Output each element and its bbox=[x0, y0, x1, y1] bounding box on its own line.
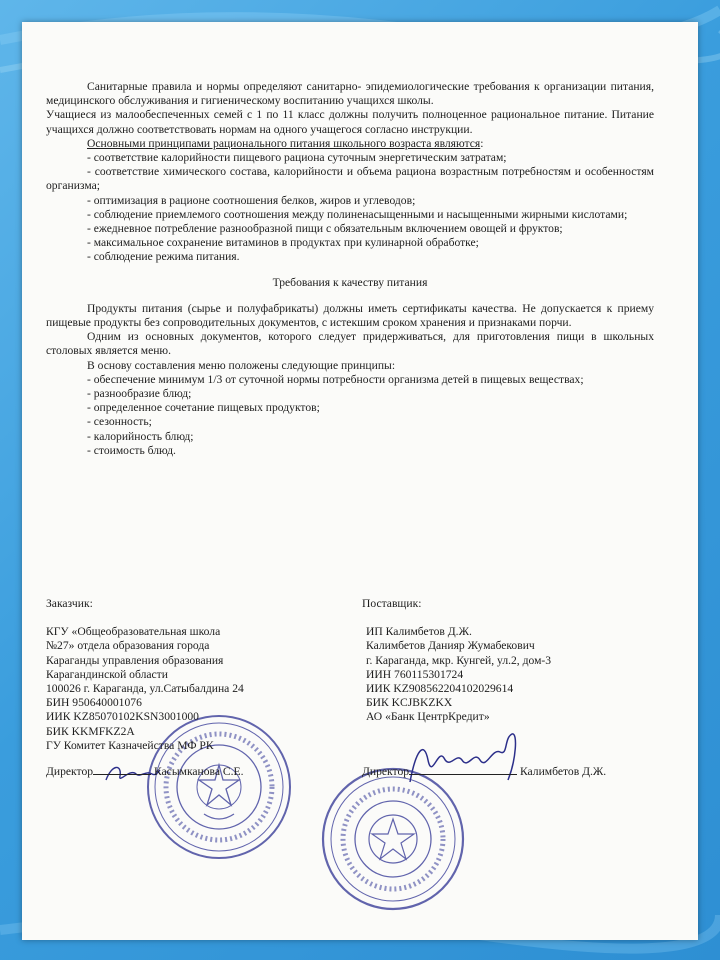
customer-line: ИИК KZ85070102KSN3001000 bbox=[46, 710, 199, 724]
principles-title-line: Основными принципами рационального питания школьного возраста являются: bbox=[87, 136, 484, 150]
supplier-line: БИК KCJBKZKX bbox=[366, 696, 453, 710]
intro-paragraph-2: Учащиеся из малообеспеченных семей с 1 по 11 класс должны получить полноценное рациональное питание. Питание учащихся должно соответствовать нормам на одного учащегося согласно инструкции. bbox=[46, 108, 654, 136]
customer-block bbox=[46, 597, 326, 779]
signature-line bbox=[409, 774, 517, 775]
customer-line: КГУ «Общеобразовательная школа bbox=[46, 625, 221, 639]
principle-item: - соблюдение режима питания. bbox=[87, 250, 240, 264]
customer-director-label: Директор bbox=[46, 765, 94, 779]
customer-line: Караганды управления образования bbox=[46, 653, 224, 667]
principle-item: - соответствие химического состава, калорийности и объема рациона возрастным потребностям и особенностям организма; bbox=[46, 165, 654, 193]
menu-principle-item: - определенное сочетание пищевых продуктов; bbox=[87, 401, 320, 415]
document-page bbox=[22, 22, 698, 940]
supplier-title: Поставщик: bbox=[362, 597, 422, 610]
quality-paragraph-2: Одним из основных документов, которого следует придерживаться, для приготовления пищи в школьных столовых является меню. bbox=[46, 330, 654, 358]
supplier-line: ИП Калимбетов Д.Ж. bbox=[366, 625, 472, 639]
quality-paragraph-3: В основу составления меню положены следующие принципы: bbox=[87, 358, 396, 372]
menu-principle-item: - стоимость блюд. bbox=[87, 443, 176, 457]
customer-line: 100026 г. Караганда, ул.Сатыбалдина 24 bbox=[46, 682, 244, 696]
menu-principle-item: - обеспечение минимум 1/3 от суточной нормы потребности организма детей в пищевых веществах; bbox=[87, 372, 584, 386]
supplier-line: г. Караганда, мкр. Кунгей, ул.2, дом-3 bbox=[366, 653, 552, 667]
quality-paragraph-1: Продукты питания (сырье и полуфабрикаты) должны иметь сертификаты качества. Не допускается к приему пищевые продукты без сопроводительных документов, с истекшим сроком хранения и признаками порчи. bbox=[46, 301, 654, 330]
supplier-block bbox=[362, 597, 662, 779]
principle-item: - соблюдение приемлемого соотношения между полиненасыщенными и насыщенными жирными кислотами; bbox=[87, 207, 628, 221]
document-body bbox=[46, 80, 654, 458]
intro-paragraph-1: Санитарные правила и нормы определяют санитарно- эпидемиологические требования к организации питания, медицинского обслуживания и гигиеническому воспитанию учащихся школы. bbox=[46, 80, 654, 108]
supplier-line: Калимбетов Данияр Жумабекович bbox=[366, 639, 535, 653]
menu-principle-item: - разнообразие блюд; bbox=[87, 387, 192, 401]
supplier-director-name: Калимбетов Д.Ж. bbox=[519, 764, 607, 778]
principle-item: - соответствие калорийности пищевого рациона суточным энергетическим затратам; bbox=[87, 151, 507, 165]
principle-item: - максимальное сохранение витаминов в продуктах при кулинарной обработке; bbox=[87, 236, 479, 250]
supplier-director-line bbox=[362, 765, 662, 779]
customer-director-line bbox=[46, 765, 326, 779]
customer-line: БИК KKMFKZ2A bbox=[46, 724, 135, 738]
customer-line: Карагандинской области bbox=[46, 667, 168, 681]
customer-line: БИН 950640001076 bbox=[46, 696, 142, 710]
principle-item: - ежедневное потребление разнообразной пищи с обязательным включением овощей и фруктов; bbox=[87, 222, 563, 236]
principles-title: Основными принципами рационального питания школьного возраста являются bbox=[87, 136, 481, 150]
customer-director-name: Касымканова С.Е. bbox=[153, 765, 244, 779]
supplier-director-label: Директор bbox=[362, 764, 410, 778]
menu-principle-item: - сезонность; bbox=[87, 415, 152, 429]
quality-heading: Требования к качеству питания bbox=[272, 275, 428, 289]
supplier-line: АО «Банк ЦентрКредит» bbox=[366, 710, 490, 724]
customer-title: Заказчик: bbox=[46, 597, 93, 610]
customer-line: ГУ Комитет Казначейства МФ РК bbox=[46, 738, 214, 752]
menu-principle-item: - калорийность блюд; bbox=[87, 429, 194, 443]
customer-line: №27» отдела образования города bbox=[46, 639, 210, 653]
principle-item: - оптимизация в рационе соотношения белков, жиров и углеводов; bbox=[87, 193, 416, 207]
supplier-line: ИИК KZ908562204102029614 bbox=[366, 682, 514, 696]
supplier-line: ИИН 760115301724 bbox=[366, 667, 464, 681]
signature-line bbox=[93, 774, 151, 775]
